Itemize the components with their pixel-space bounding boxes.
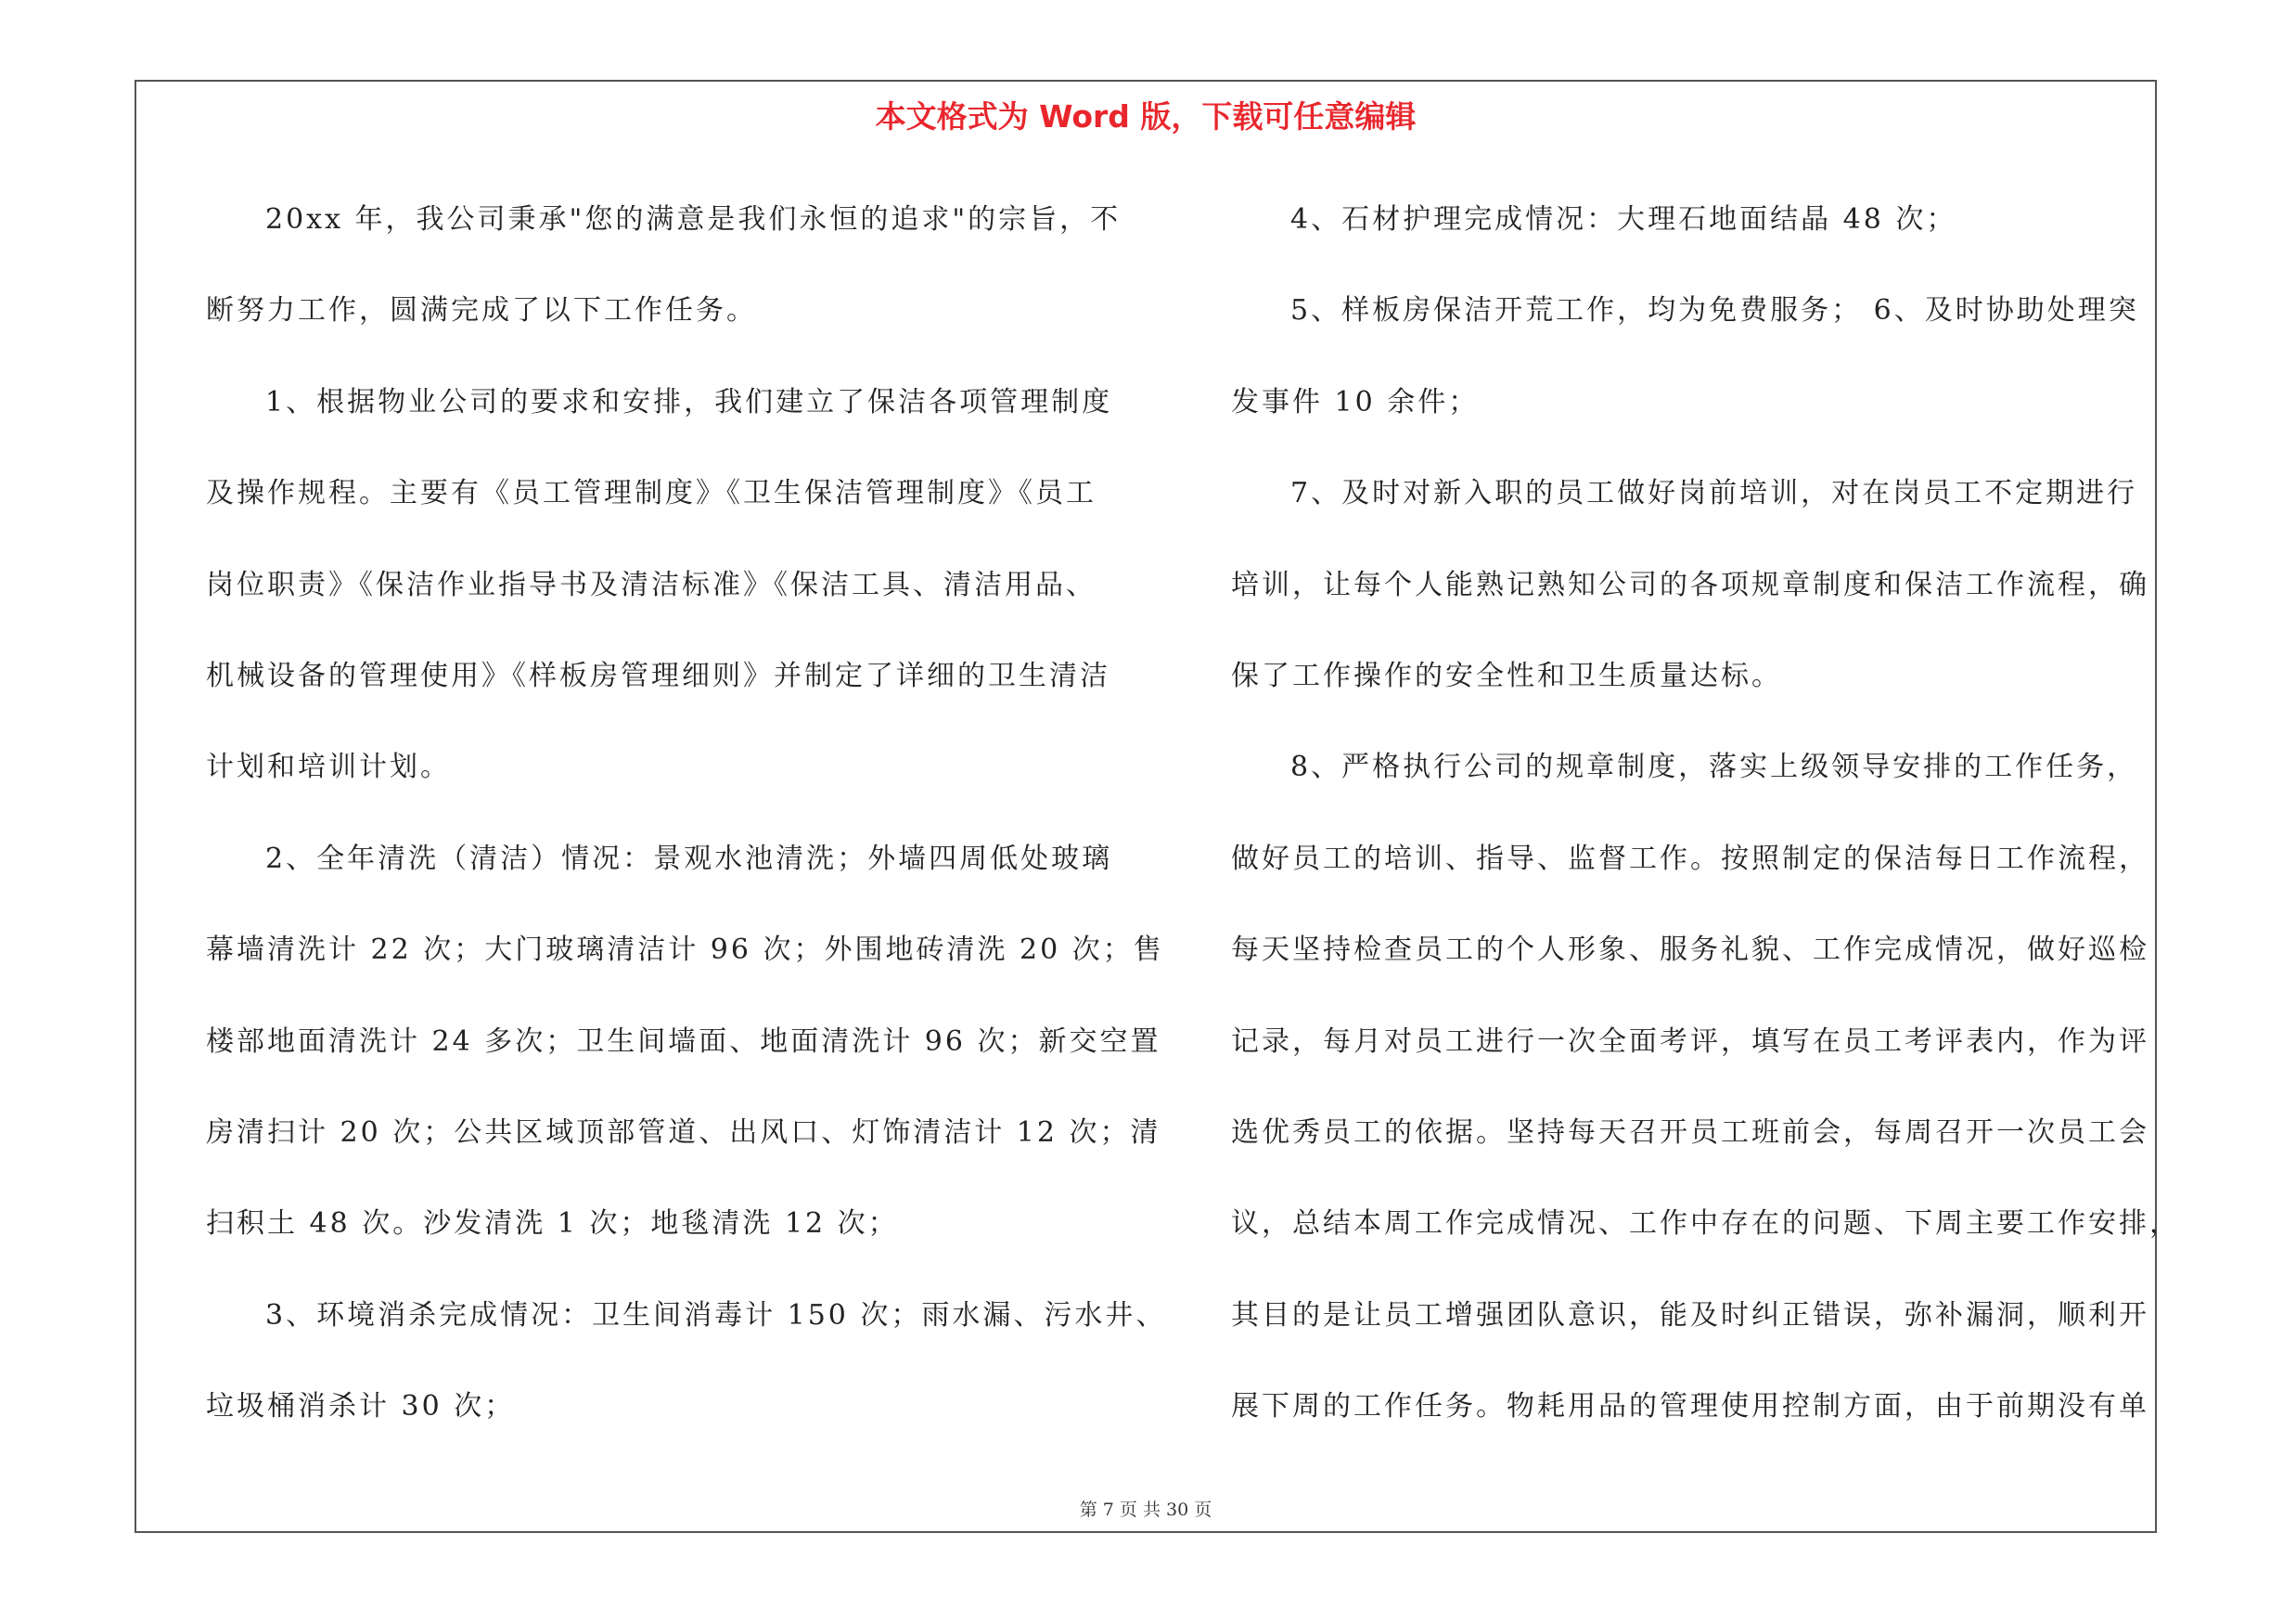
text-line: 3、环境消杀完成情况：卫生间消毒计 150 次；雨水漏、污水井、 bbox=[265, 1298, 1167, 1332]
text-line: 计划和培训计划。 bbox=[206, 751, 451, 784]
text-line: 岗位职责》《保洁作业指导书及清洁标准》《保洁工具、清洁用品、 bbox=[206, 568, 1097, 601]
text-line: 培训，让每个人能熟记熟知公司的各项规章制度和保洁工作流程，确 bbox=[1231, 568, 2149, 601]
page-frame bbox=[135, 80, 2180, 1533]
text-line: 选优秀员工的依据。坚持每天召开员工班前会，每周召开一次员工会 bbox=[1231, 1115, 2149, 1149]
text-line: 议，总结本周工作完成情况、工作中存在的问题、下周主要工作安排， bbox=[1231, 1207, 2180, 1241]
text-line: 5、样板房保洁开荒工作，均为免费服务； 6、及时协助处理突 bbox=[1290, 294, 2139, 328]
text-line: 幕墙清洗计 22 次；大门玻璃清洁计 96 次；外围地砖清洗 20 次；售 bbox=[206, 934, 1164, 967]
text-line: 机械设备的管理使用》《样板房管理细则》并制定了详细的卫生清洁 bbox=[206, 659, 1110, 692]
text-line: 发事件 10 余件； bbox=[1231, 385, 1480, 419]
text-line: 断努力工作，圆满完成了以下工作任务。 bbox=[206, 294, 757, 328]
left-column bbox=[206, 174, 1167, 1452]
text-line: 7、及时对新入职的员工做好岗前培训，对在岗员工不定期进行 bbox=[1290, 477, 2138, 510]
right-column bbox=[1231, 174, 2180, 1452]
text-line: 垃圾桶消杀计 30 次； bbox=[206, 1390, 516, 1423]
text-line: 及操作规程。主要有《员工管理制度》《卫生保洁管理制度》《员工 bbox=[206, 477, 1097, 510]
text-line: 保了工作操作的安全性和卫生质量达标。 bbox=[1231, 659, 1782, 692]
text-line: 每天坚持检查员工的个人形象、服务礼貌、工作完成情况，做好巡检 bbox=[1231, 934, 2149, 967]
text-line: 2、全年清洗（清洁）情况：景观水池清洗；外墙四周低处玻璃 bbox=[265, 842, 1113, 875]
format-banner: 本文格式为 Word 版，下载可任意编辑 bbox=[875, 98, 1417, 135]
text-line: 扫积土 48 次。沙发清洗 1 次；地毯清洗 12 次； bbox=[206, 1207, 899, 1241]
text-line: 1、根据物业公司的要求和安排，我们建立了保洁各项管理制度 bbox=[265, 385, 1113, 419]
text-line: 4、石材护理完成情况：大理石地面结晶 48 次； bbox=[1290, 203, 1957, 236]
text-line: 楼部地面清洗计 24 多次；卫生间墙面、地面清洗计 96 次；新交空置 bbox=[206, 1024, 1161, 1058]
text-line: 做好员工的培训、指导、监督工作。按照制定的保洁每日工作流程， bbox=[1231, 842, 2149, 875]
text-line: 展下周的工作任务。物耗用品的管理使用控制方面，由于前期没有单 bbox=[1231, 1390, 2149, 1423]
text-line: 其目的是让员工增强团队意识，能及时纠正错误，弥补漏洞，顺利开 bbox=[1231, 1298, 2149, 1332]
page-number: 第 7 页 共 30 页 bbox=[1079, 1500, 1212, 1520]
text-line: 记录，每月对员工进行一次全面考评，填写在员工考评表内，作为评 bbox=[1231, 1024, 2149, 1058]
text-line: 20xx 年，我公司秉承"您的满意是我们永恒的追求"的宗旨，不 bbox=[265, 203, 1122, 236]
text-line: 房清扫计 20 次；公共区域顶部管道、出风口、灯饰清洁计 12 次；清 bbox=[206, 1115, 1161, 1149]
text-line: 8、严格执行公司的规章制度，落实上级领导安排的工作任务， bbox=[1290, 751, 2138, 784]
